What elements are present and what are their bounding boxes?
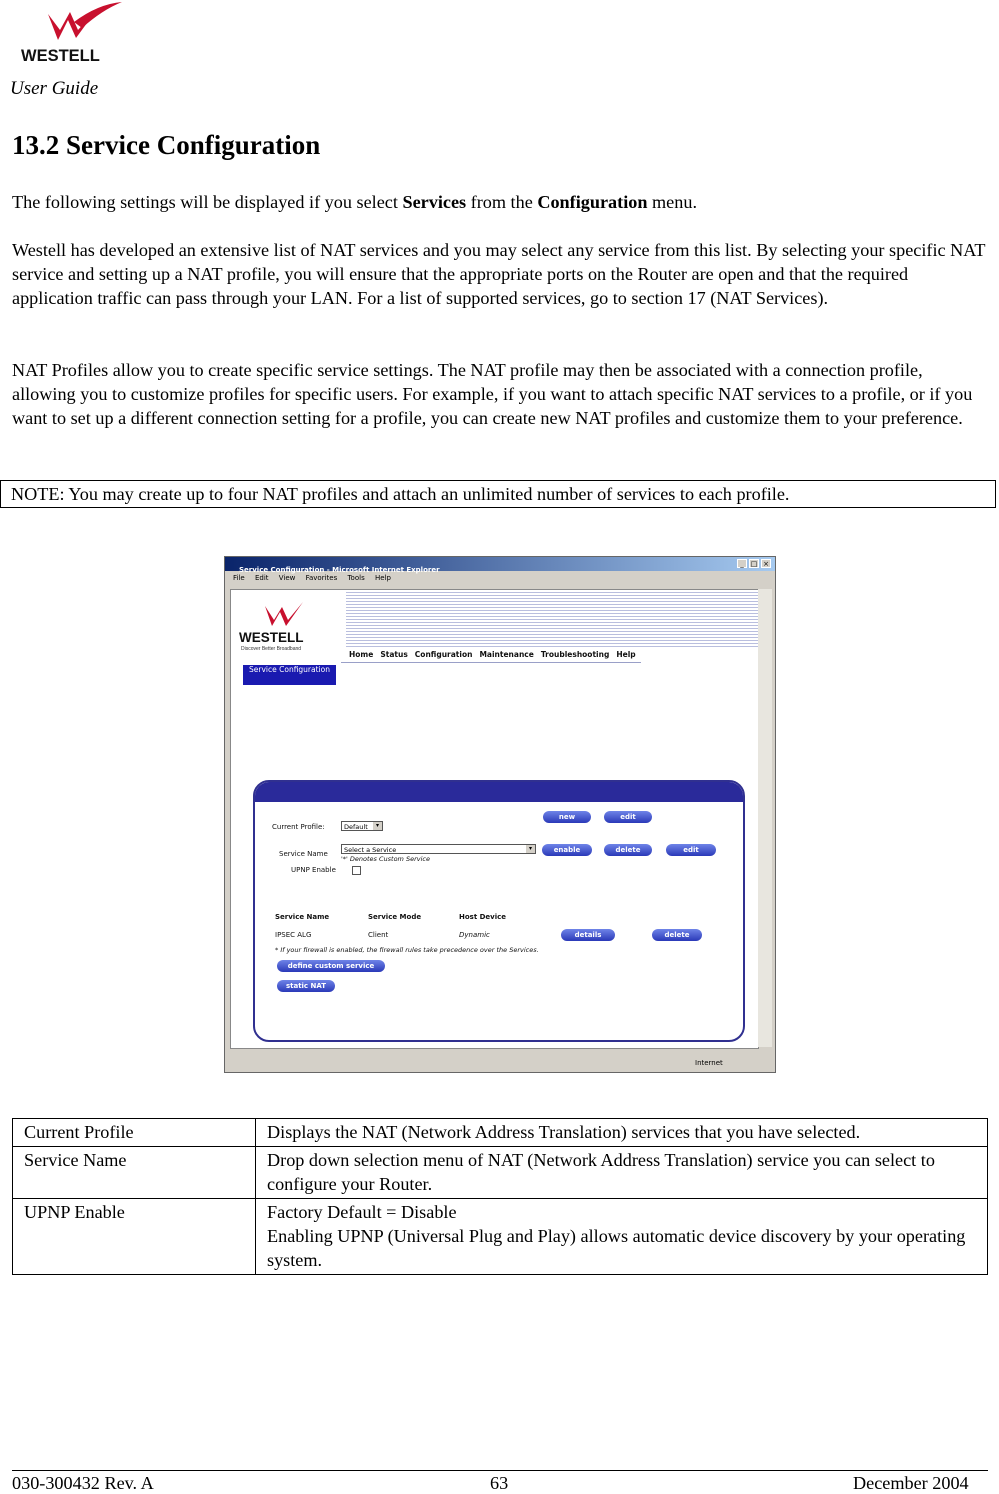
service-name-label: Service Name	[279, 850, 328, 858]
nav-divider	[341, 662, 641, 663]
westell-logo	[18, 2, 130, 66]
nav-status[interactable]: Status	[380, 650, 408, 659]
table-row	[13, 1119, 988, 1147]
new-button[interactable]: new	[543, 811, 591, 823]
window-titlebar	[225, 557, 775, 574]
nav-home[interactable]: Home	[349, 650, 374, 659]
edit-service-button[interactable]: edit	[666, 844, 716, 856]
row-service-mode: Client	[368, 931, 389, 939]
nav-help[interactable]: Help	[616, 650, 636, 659]
logo-text: WESTELL	[21, 47, 100, 65]
menu-view[interactable]: View	[278, 574, 296, 582]
enable-button[interactable]: enable	[542, 844, 592, 856]
desc-cell: Factory Default = Disable Enabling UPNP (Universal Plug and Play) allows automatic device discovery by your operating system.	[256, 1199, 988, 1275]
details-button[interactable]: details	[561, 929, 615, 941]
delete-row-button[interactable]: delete	[652, 929, 702, 941]
chevron-down-icon: ▾	[373, 822, 382, 830]
term-cell: Service Name	[13, 1147, 256, 1199]
upnp-checkbox[interactable]	[352, 866, 361, 875]
menu-bar	[225, 571, 775, 585]
custom-service-note: '*' Denotes Custom Service	[341, 855, 430, 863]
note-box: NOTE: You may create up to four NAT profiles and attach an unlimited number of services to each profile.	[0, 480, 996, 508]
static-nat-button[interactable]: static NAT	[277, 980, 335, 992]
browser-screenshot	[224, 556, 776, 1073]
term-cell: UPNP Enable	[13, 1199, 256, 1275]
menu-favorites[interactable]: Favorites	[305, 574, 338, 582]
table-row	[13, 1147, 988, 1199]
vertical-scrollbar[interactable]	[758, 589, 772, 1047]
col-service-mode: Service Mode	[368, 913, 422, 921]
nav-troubleshooting[interactable]: Troubleshooting	[540, 650, 610, 659]
page-number: 63	[490, 1473, 509, 1493]
doc-number: 030-300432 Rev. A	[12, 1473, 154, 1493]
status-bar	[225, 1055, 775, 1071]
nat-services-paragraph: Westell has developed an extensive list of NAT services and you may select any service from this list. By selecting your specific NAT service and setting up a NAT profile, you will ensure that the appropriate ports on the Router are open and that the required application traffic can pass through your LAN. For a list of supported services, go to section 17 (NAT Services).	[12, 240, 986, 308]
nat-profiles-paragraph: NAT Profiles allow you to create specific service settings. The NAT profile may then be associated with a connection profile, allowing you to customize profiles for specific users. For example, if you want to attach specific NAT services to a profile, or if you want to set up a different connection setting for a profile, you can create new NAT profiles and customize them to your preference.	[12, 360, 973, 428]
menu-help[interactable]: Help	[374, 574, 391, 582]
service-panel	[253, 780, 745, 1042]
desc-cell: Drop down selection menu of NAT (Network Address Translation) service you can select to configure your Router.	[256, 1147, 988, 1199]
term-cell: Current Profile	[13, 1119, 256, 1147]
upnp-label: UPNP Enable	[291, 866, 336, 874]
header-stripes	[346, 590, 758, 648]
logo-swoosh-icon	[265, 602, 303, 626]
desc-cell: Displays the NAT (Network Address Translation) services that you have selected.	[256, 1119, 988, 1147]
col-host-device: Host Device	[459, 913, 507, 921]
page-label: Service Configuration	[243, 665, 336, 685]
section-heading: 13.2 Service Configuration	[12, 130, 321, 160]
close-icon[interactable]: ×	[761, 559, 771, 568]
footer-date: December 2004	[853, 1473, 969, 1493]
menu-file[interactable]: File	[233, 574, 245, 582]
footer-rule	[12, 1470, 988, 1471]
intro-paragraph: The following settings will be displayed if you select Services from the Configuration menu.	[12, 192, 697, 212]
nav-configuration[interactable]: Configuration	[414, 650, 473, 659]
svg-text:WESTELL: WESTELL	[239, 630, 304, 645]
svg-text:Discover Better Broadband: Discover Better Broadband	[241, 646, 302, 652]
define-custom-service-button[interactable]: define custom service	[277, 960, 385, 972]
page-viewport	[230, 589, 759, 1049]
nav-maintenance[interactable]: Maintenance	[479, 650, 534, 659]
edit-profile-button[interactable]: edit	[604, 811, 652, 823]
window-title: Service Configuration - Microsoft Internet Explorer	[239, 566, 440, 574]
service-name-select[interactable]: Select a Service ▾	[341, 844, 536, 854]
maximize-icon[interactable]: □	[750, 560, 758, 568]
row-host-device: Dynamic	[459, 931, 490, 939]
table-row	[13, 1199, 988, 1275]
current-profile-select[interactable]: Default ▾	[341, 821, 383, 831]
screenshot-logo	[237, 600, 337, 652]
delete-service-button[interactable]: delete	[604, 844, 652, 856]
panel-header	[255, 782, 743, 802]
status-zone: Internet	[695, 1059, 723, 1067]
top-nav	[349, 650, 643, 659]
minimize-icon[interactable]: _	[737, 559, 747, 568]
menu-tools[interactable]: Tools	[347, 574, 365, 582]
col-service-name: Service Name	[275, 913, 330, 921]
chevron-down-icon: ▾	[526, 845, 535, 853]
firewall-note: * If your firewall is enabled, the firewall rules take precedence over the Services.	[275, 946, 539, 954]
current-profile-label: Current Profile:	[272, 823, 325, 831]
definitions-table	[12, 1118, 988, 1275]
row-service-name: IPSEC ALG	[275, 931, 312, 939]
menu-edit[interactable]: Edit	[254, 574, 269, 582]
user-guide-label: User Guide	[10, 78, 99, 99]
